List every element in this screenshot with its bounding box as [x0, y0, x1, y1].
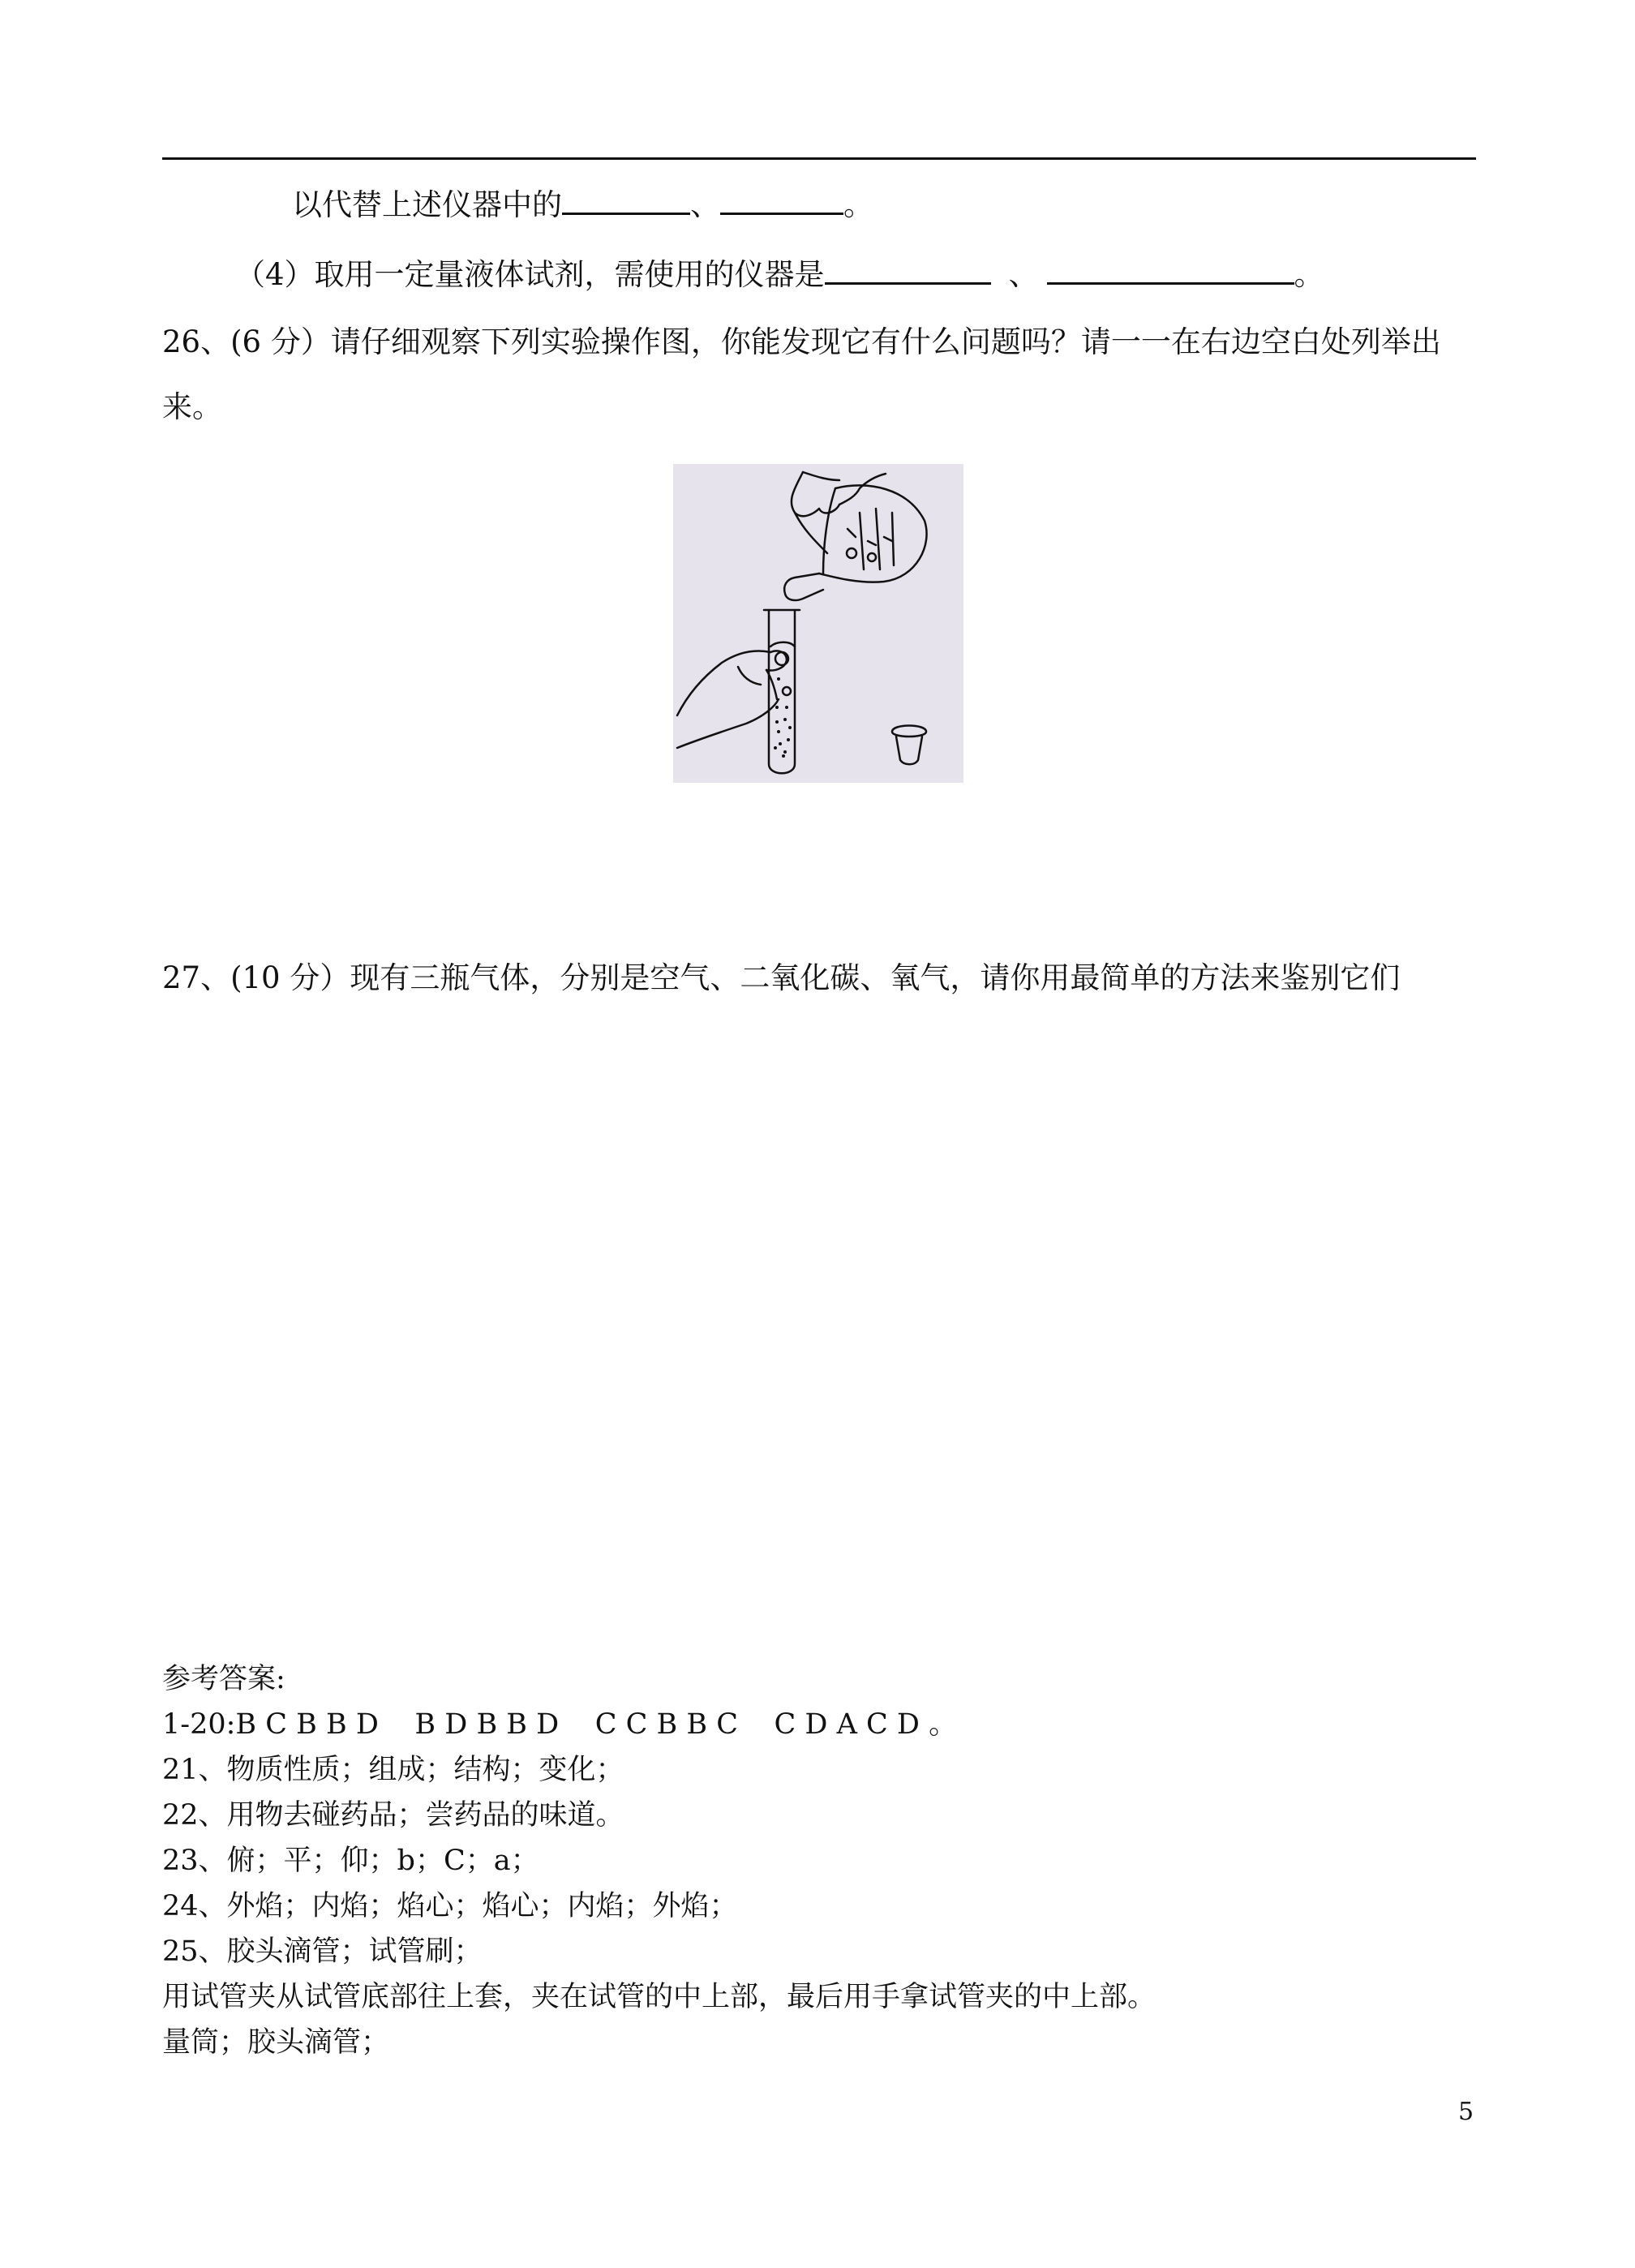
- separator: 、: [690, 187, 720, 222]
- answer-line: 用试管夹从试管底部往上套，夹在试管的中上部，最后用手拿试管夹的中上部。: [162, 1981, 1157, 2013]
- q25-continuation: [292, 185, 873, 223]
- q25-continuation-text: 以代替上述仪器中的: [292, 187, 562, 222]
- answer-blank[interactable]: [825, 255, 991, 285]
- q25-part4-text: （4）取用一定量液体试剂，需使用的仪器是: [235, 257, 825, 292]
- q26-line1: 26、(6 分）请仔细观察下列实验操作图，你能发现它有什么问题吗？请一一在右边空白处列举出: [162, 324, 1441, 359]
- header-rule: [162, 157, 1476, 160]
- pouring-liquid-illustration: [673, 464, 963, 783]
- hand-icon: [677, 651, 787, 748]
- q26-line2: 来。: [162, 389, 222, 424]
- answer-line: 量筒；胶头滴管；: [162, 2026, 390, 2059]
- experiment-figure: [673, 464, 963, 783]
- answer-blank[interactable]: [562, 185, 690, 215]
- answer-line: 24、外焰；内焰；焰心；焰心；内焰；外焰；: [162, 1890, 738, 1922]
- reagent-bottle-icon: [784, 485, 926, 600]
- answer-line: 1-20:B C B B D B D B B D C C B B C C D A C D 。: [162, 1708, 958, 1741]
- stopper-icon: [892, 726, 926, 765]
- q25-part4: [235, 255, 1324, 293]
- answer-blank[interactable]: [1047, 255, 1294, 285]
- separator: 、: [1008, 257, 1039, 292]
- answer-blank[interactable]: [720, 185, 843, 215]
- test-tube-icon: [764, 610, 800, 773]
- answer-line: 23、俯；平；仰；b；C；a；: [162, 1845, 539, 1877]
- period: 。: [843, 187, 873, 222]
- answer-line: 21、物质性质；组成；结构；变化；: [162, 1754, 624, 1786]
- page-number: 5: [1458, 2098, 1474, 2126]
- q27: 27、(10 分）现有三瓶气体，分别是空气、二氧化碳、氧气，请你用最简单的方法来鉴别它们: [162, 960, 1401, 995]
- period: 。: [1294, 257, 1324, 292]
- answer-line: 25、胶头滴管；试管刷；: [162, 1935, 483, 1968]
- answer-line: 22、用物去碰药品；尝药品的味道。: [162, 1799, 624, 1832]
- hand-icon: [792, 472, 886, 553]
- answers-title: 参考答案:: [162, 1663, 285, 1695]
